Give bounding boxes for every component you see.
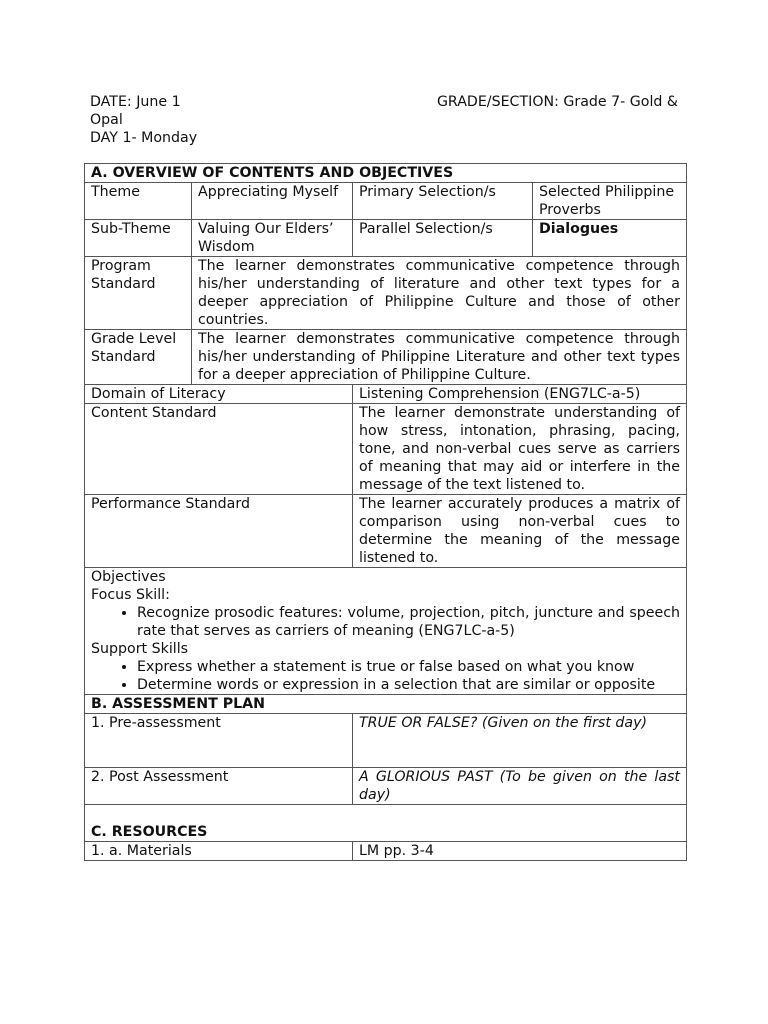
performance-standard-value: The learner accurately produces a matrix of comparison using non-verbal cues to determine the meaning of the message listened to. <box>353 495 687 568</box>
day-line: DAY 1- Monday <box>90 130 198 146</box>
performance-standard-label: Performance Standard <box>85 495 353 568</box>
materials-label: 1. a. Materials <box>85 842 353 861</box>
primary-selection-label: Primary Selection/s <box>353 183 533 220</box>
subtheme-label: Sub-Theme <box>85 220 192 257</box>
objectives-label: Objectives <box>91 569 166 585</box>
content-standard-label: Content Standard <box>85 404 353 495</box>
document-header <box>90 93 686 147</box>
post-assessment-row <box>85 768 687 805</box>
section-a-title: A. OVERVIEW OF CONTENTS AND OBJECTIVES <box>85 164 687 183</box>
date-line: DATE: June 1 <box>90 94 181 110</box>
section-b-header-row <box>85 695 687 714</box>
program-standard-row <box>85 257 687 330</box>
grade-section-line: GRADE/SECTION: Grade 7- Gold & <box>436 94 678 110</box>
support-skills-list <box>91 658 680 694</box>
support-skill-item: • Express whether a statement is true or false based on what you know <box>137 658 680 676</box>
post-assessment-label: 2. Post Assessment <box>85 768 353 805</box>
materials-value: LM pp. 3-4 <box>353 842 687 861</box>
support-skills-label: Support Skills <box>91 641 189 657</box>
pre-assessment-value: TRUE OR FALSE? (Given on the first day) <box>353 714 687 768</box>
section-c-header-row <box>85 805 687 842</box>
performance-standard-row <box>85 495 687 568</box>
grade-level-standard-label: Grade Level Standard <box>85 330 192 385</box>
objectives-cell <box>85 568 687 695</box>
content-standard-value: The learner demonstrate understanding of how stress, intonation, phrasing, pacing, tone, and non-verbal cues serve as carriers of meaning that may aid or interfere in the message of the text listened to. <box>353 404 687 495</box>
theme-value: Appreciating Myself <box>192 183 353 220</box>
domain-row <box>85 385 687 404</box>
section-c-spacer <box>91 805 680 823</box>
primary-selection-value: Selected Philippine Proverbs <box>533 183 687 220</box>
objectives-row <box>85 568 687 695</box>
lesson-plan-page <box>90 93 686 861</box>
section-b-title: B. ASSESSMENT PLAN <box>85 695 687 714</box>
subtheme-value: Valuing Our Elders’ Wisdom <box>192 220 353 257</box>
grade-section-continuation: Opal <box>90 112 123 128</box>
pre-assessment-row <box>85 714 687 768</box>
subtheme-row <box>85 220 687 257</box>
section-c-cell <box>85 805 687 842</box>
domain-label: Domain of Literacy <box>85 385 353 404</box>
focus-skill-list <box>91 604 680 640</box>
materials-row <box>85 842 687 861</box>
theme-label: Theme <box>85 183 192 220</box>
content-standard-row <box>85 404 687 495</box>
focus-skill-item: • Recognize prosodic features: volume, projection, pitch, juncture and speech rate that serves as carriers of meaning (ENG7LC-a-5) <box>137 604 680 640</box>
post-assessment-value: A GLORIOUS PAST (To be given on the last day) <box>353 768 687 805</box>
support-skill-item: • Determine words or expression in a selection that are similar or opposite <box>137 676 680 694</box>
program-standard-value: The learner demonstrates communicative competence through his/her understanding of literature and other text types for a deeper appreciation of Philippine Culture and those of other countries. <box>192 257 687 330</box>
pre-assessment-label: 1. Pre-assessment <box>85 714 353 768</box>
grade-level-standard-row <box>85 330 687 385</box>
parallel-selection-value: Dialogues <box>533 220 687 257</box>
parallel-selection-label: Parallel Selection/s <box>353 220 533 257</box>
focus-skill-label: Focus Skill: <box>91 587 170 603</box>
section-c-title: C. RESOURCES <box>91 824 208 840</box>
lesson-plan-table <box>84 163 687 861</box>
program-standard-label: Program Standard <box>85 257 192 330</box>
section-a-header-row <box>85 164 687 183</box>
theme-row <box>85 183 687 220</box>
grade-level-standard-value: The learner demonstrates communicative competence through his/her understanding of Philippine Literature and other text types for a deeper appreciation of Philippine Culture. <box>192 330 687 385</box>
domain-value: Listening Comprehension (ENG7LC-a-5) <box>353 385 687 404</box>
